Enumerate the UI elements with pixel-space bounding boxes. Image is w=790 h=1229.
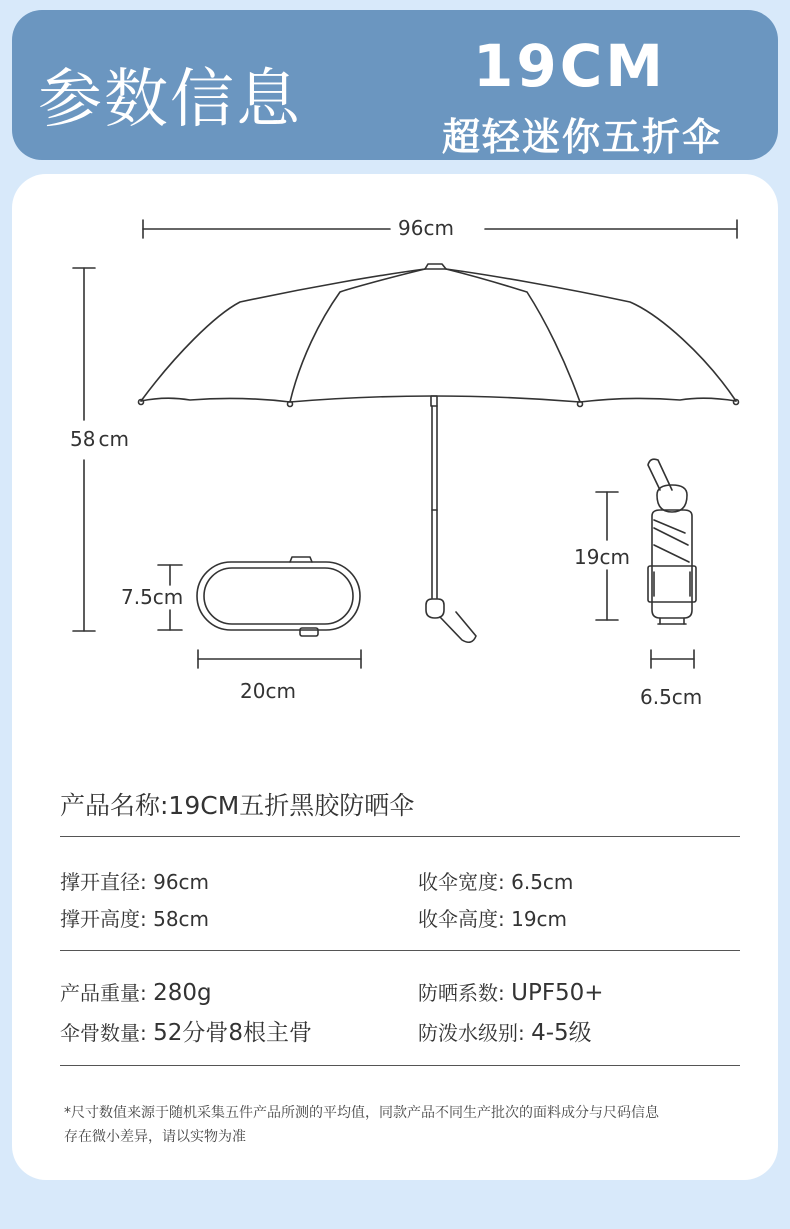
spec-value: 4-5级	[531, 1020, 592, 1046]
spec-value: 58cm	[153, 907, 210, 931]
open-height-value: 58	[70, 427, 96, 451]
spec-label: 伞骨数量:	[60, 1021, 147, 1045]
spec-value: 6.5cm	[511, 870, 574, 894]
folded-length-label: 19cm	[574, 545, 630, 569]
umbrella-case-icon	[197, 557, 360, 636]
spec-water-repellency	[418, 1014, 592, 1047]
footnote	[64, 1101, 744, 1149]
footnote-line: 存在微小差异，请以实物为准	[64, 1129, 246, 1145]
folded-width-dimension-line	[651, 650, 694, 668]
spec-value: 52分骨8根主骨	[153, 1020, 313, 1046]
spec-label: 产品重量:	[60, 981, 147, 1005]
spec-label: 收伞宽度:	[418, 870, 505, 894]
header-subtitle: 超轻迷你五折伞	[441, 115, 722, 159]
spec-folded-width	[418, 866, 573, 895]
spec-open-diameter	[60, 866, 209, 895]
open-width-label: 96cm	[398, 216, 454, 240]
spec-label: 防泼水级别:	[418, 1021, 525, 1045]
spec-label: 防晒系数:	[418, 981, 505, 1005]
spec-label: 撑开高度:	[60, 907, 147, 931]
page-title: 参数信息	[38, 63, 302, 137]
divider	[60, 950, 740, 951]
spec-value: 96cm	[153, 870, 210, 894]
spec-label: 收伞高度:	[418, 907, 505, 931]
spec-folded-height	[418, 903, 567, 932]
open-height-label	[70, 427, 129, 451]
folded-umbrella-icon	[648, 459, 696, 624]
case-height-label: 7.5cm	[121, 585, 184, 609]
case-length-dimension-line	[198, 650, 361, 668]
product-name: 产品名称:19CM五折黑胶防晒伞	[60, 791, 415, 820]
spec-open-height	[60, 903, 209, 932]
spec-value: 280g	[153, 980, 212, 1006]
spec-value: 19cm	[511, 907, 568, 931]
divider	[60, 836, 740, 837]
spec-weight	[60, 977, 212, 1006]
spec-ribs	[60, 1014, 312, 1047]
header-size: 19CM	[473, 32, 666, 100]
spec-value: UPF50+	[511, 980, 604, 1006]
spec-label: 撑开直径:	[60, 870, 147, 894]
divider	[60, 1065, 740, 1066]
case-length-label: 20cm	[240, 679, 296, 703]
folded-width-label: 6.5cm	[640, 685, 703, 709]
open-height-unit: cm	[98, 427, 129, 451]
spec-upf	[418, 977, 604, 1006]
footnote-line: *尺寸数值来源于随机采集五件产品所测的平均值，同款产品不同生产批次的面料成分与尺码信息	[64, 1105, 659, 1121]
